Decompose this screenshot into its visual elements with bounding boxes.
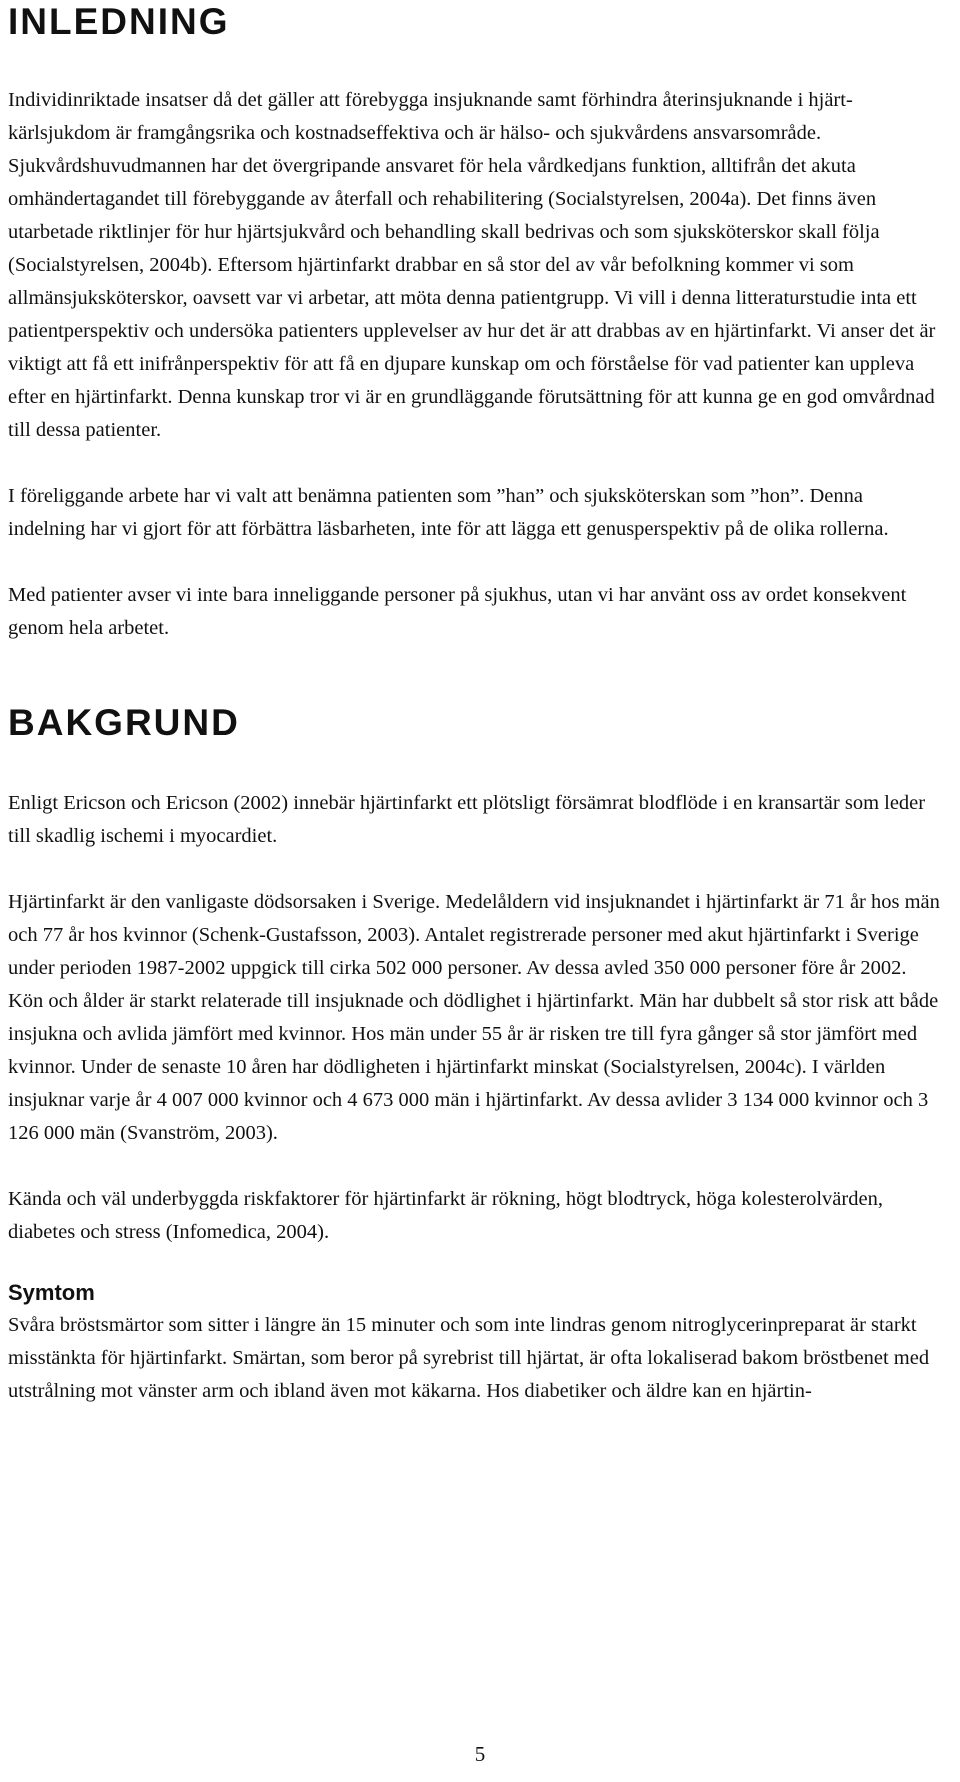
paragraph-patients-definition: Med patienter avser vi inte bara inneliggande personer på sjukhus, utan vi har använt oss av ordet konsekvent genom hela arbetet. [8, 584, 907, 639]
paragraph-intro: Individinriktade insatser då det gäller att förebygga insjuknande samt förhindra återinsjuknande i hjärt-kärlsjukdom är framgångsrika och kostnadseffektiva och är hälso- och sjukvårdens ansvarsområde. Sjukvårdshuvudmannen har det övergripande ansvaret för hela vårdkedjans funktion, alltifrån det akuta omhändertagandet till förebyggande av återfall och rehabilitering (Socialstyrelsen, 2004a). Det finns även utarbetade riktlinjer för hur hjärtsjukvård och behandling skall bedrivas och som sjuksköterskor skall följa (Socialstyrelsen, 2004b). Eftersom hjärtinfarkt drabbar en så stor del av vår befolkning kommer vi som allmänsjuksköterskor, oavsett var vi arbetar, att möta denna patientgrupp. Vi vill i denna litteraturstudie inta ett patientperspektiv och undersöka patienters upplevelser av hur det är att drabbas av en hjärtinfarkt. Vi anser det är viktigt att få ett inifrånperspektiv för att få en djupare kunskap om och förståelse för vad patienter kan uppleva efter en hjärtinfarkt. Denna kunskap tror vi är en grundläggande förutsättning för att kunna ge en god omvårdnad till dessa patienter. [8, 89, 936, 441]
paragraph-symptoms: Svåra bröstsmärtor som sitter i längre än 15 minuter och som inte lindras genom nitroglycerinpreparat är starkt misstänkta för hjärtinfarkt. Smärtan, som beror på syrebrist till hjärtat, är ofta lokaliserad bakom bröstbenet med utstrålning mot vänster arm och ibland även mot käkarna. Hos diabetiker och äldre kan en hjärtin- [8, 1314, 930, 1402]
paragraph-statistics: Hjärtinfarkt är den vanligaste dödsorsaken i Sverige. Medelåldern vid insjuknandet i hjärtinfarkt är 71 år hos män och 77 år hos kvinnor (Schenk-Gustafsson, 2003). Antalet registrerade personer med akut hjärtinfarkt i Sverige under perioden 1987-2002 uppgick till cirka 502 000 personer. Av dessa avled 350 000 personer före år 2002. Kön och ålder är starkt relaterade till insjuknade och dödlighet i hjärtinfarkt. Män har dubbelt så stor risk att både insjukna och avlida jämfört med kvinnor. Hos män under 55 år är risken tre till fyra gånger så stor jämfört med kvinnor. Under de senaste 10 åren har dödligheten i hjärtinfarkt minskat (Socialstyrelsen, 2004c). I världen insjuknar varje år 4 007 000 kvinnor och 4 673 000 män i hjärtinfarkt. Av dessa avlider 3 134 000 kvinnor och 3 126 000 män (Svanström, 2003). [8, 891, 940, 1144]
subsection-heading-symtom: Symtom [8, 1280, 95, 1305]
page-number: 5 [474, 1742, 486, 1766]
section-heading-inledning: INLEDNING [8, 1, 230, 42]
paragraph-definition: Enligt Ericson och Ericson (2002) innebär hjärtinfarkt ett plötsligt försämrat blodflöde i en kransartär som leder till skadlig ischemi i myocardiet. [8, 792, 926, 847]
section-heading-bakgrund: BAKGRUND [8, 702, 240, 743]
paragraph-risk-factors: Kända och väl underbyggda riskfaktorer för hjärtinfarkt är rökning, högt blodtryck, höga kolesterolvärden, diabetes och stress (Infomedica, 2004). [8, 1188, 883, 1243]
paragraph-gender-terms: I föreliggande arbete har vi valt att benämna patienten som ”han” och sjuksköterskan som ”hon”. Denna indelning har vi gjort för att förbättra läsbarheten, inte för att lägga ett genusperspektiv på de olika rollerna. [8, 485, 889, 540]
document-page [8, 0, 943, 1408]
